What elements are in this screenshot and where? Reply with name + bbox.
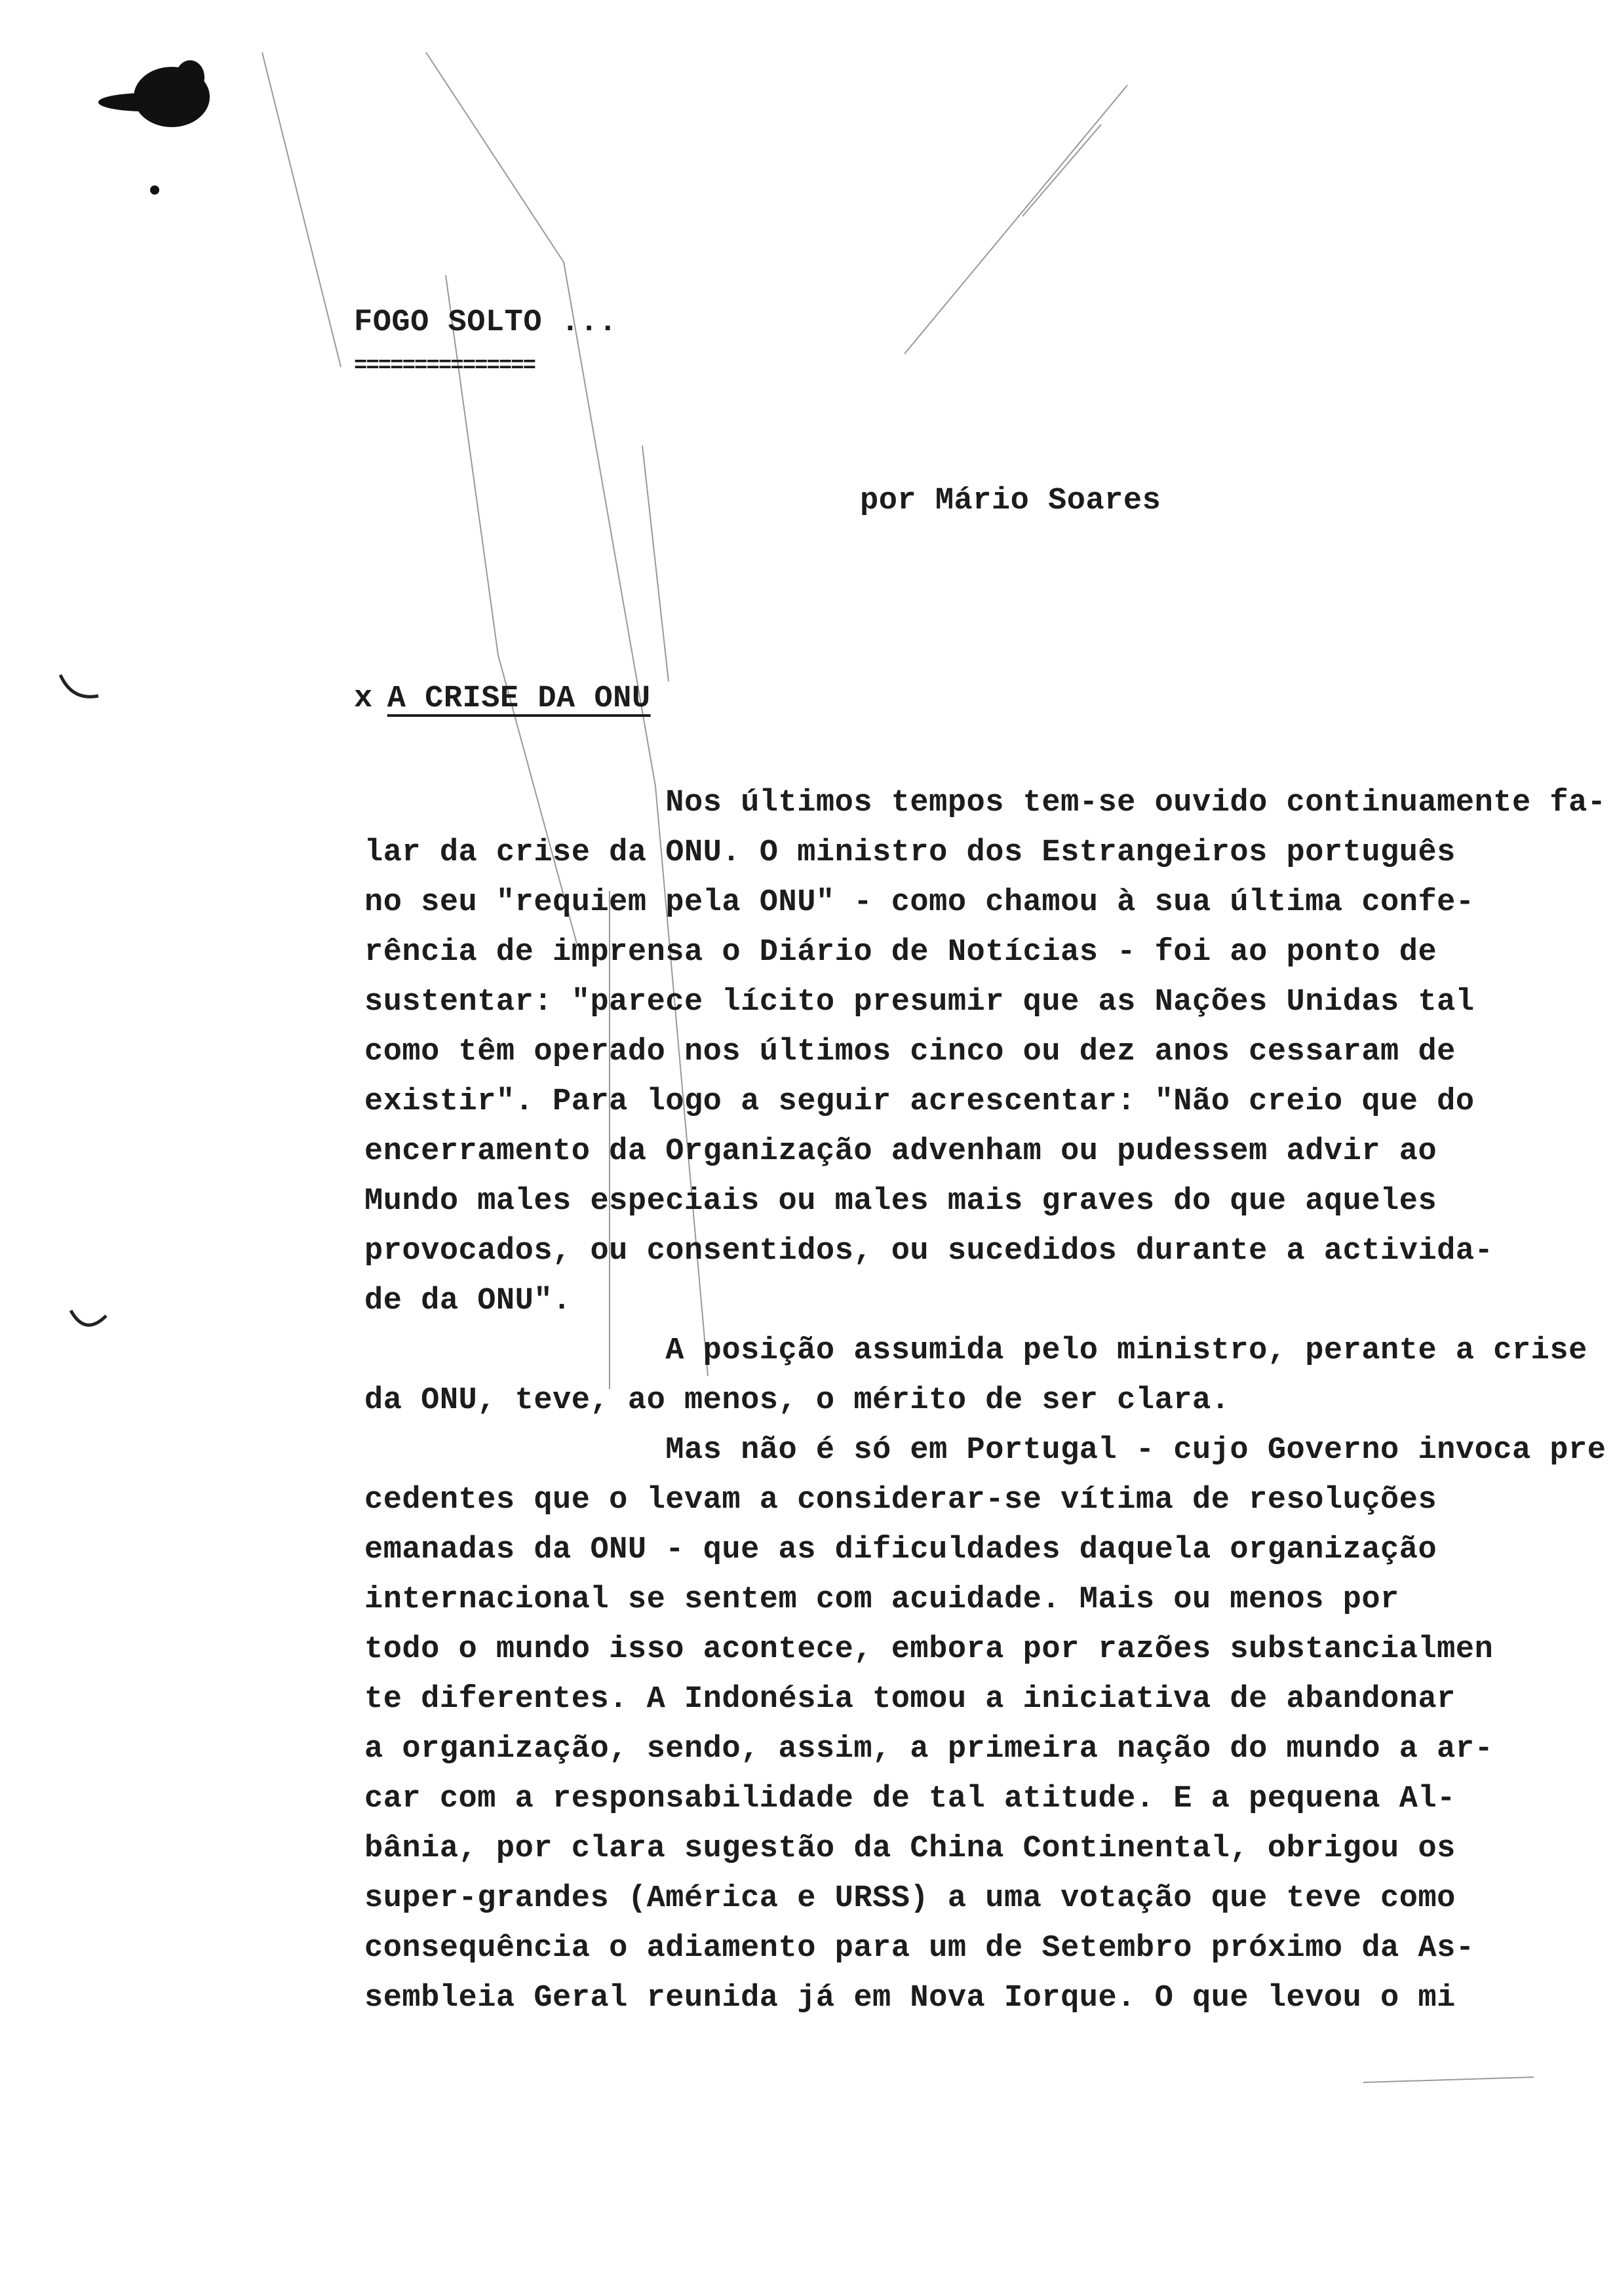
section-marker: x [354,681,373,716]
text-line: de da ONU". [364,1284,572,1318]
text-line: existir". Para logo a seguir acrescentar: "Não creio que do [364,1084,1475,1119]
byline: por Mário Soares [860,484,1161,518]
text-line: provocados, ou consentidos, ou sucedidos durante a activida- [364,1234,1494,1269]
text-line: todo o mundo isso acontece, embora por razões substancialmen [364,1632,1494,1667]
text-line: internacional se sentem com acuidade. Mais ou menos por [364,1582,1399,1617]
text-line: no seu "requiem pela ONU" - como chamou à sua última confe- [364,885,1475,920]
text-line: A posição assumida pelo ministro, perante a crise [364,1333,1587,1368]
text-line: te diferentes. A Indonésia tomou a iniciativa de abandonar [364,1682,1456,1717]
text-line: sembleia Geral reunida já em Nova Iorque. O que levou o mi [364,1981,1456,2016]
text-line: encerramento da Organização advenham ou pudessem advir ao [364,1134,1437,1169]
text-line: super-grandes (América e URSS) a uma votação que teve como [364,1881,1456,1916]
text-line: emanadas da ONU - que as dificuldades daquela organização [364,1533,1437,1567]
text-line: Mundo males especiais ou males mais graves do que aqueles [364,1184,1437,1219]
text-line: sustentar: "parece lícito presumir que as Nações Unidas tal [364,985,1475,1020]
text-line: a organização, sendo, assim, a primeira nação do mundo a ar- [364,1732,1494,1767]
text-line: Nos últimos tempos tem-se ouvido continuamente fa- [364,786,1606,820]
heading-rule: =============== [354,354,535,379]
text-line: Mas não é só em Portugal - cujo Governo invoca pre [364,1433,1606,1468]
section-heading [354,681,651,716]
text-line: car com a responsabilidade de tal atitude. E a pequena Al- [364,1782,1456,1816]
section-title: A CRISE DA ONU [387,681,651,716]
text-line: como têm operado nos últimos cinco ou dez anos cessaram de [364,1035,1456,1069]
text-line: bânia, por clara sugestão da China Continental, obrigou os [364,1831,1456,1866]
body-text [364,778,1606,2023]
article-heading: FOGO SOLTO ... [354,305,617,340]
text-line: consequência o adiamento para um de Setembro próximo da As- [364,1931,1475,1966]
text-line: rência de imprensa o Diário de Notícias - foi ao ponto de [364,935,1437,970]
text-line: cedentes que o levam a considerar-se vítima de resoluções [364,1483,1437,1518]
text-line: da ONU, teve, ao menos, o mérito de ser clara. [364,1383,1230,1418]
text-line: lar da crise da ONU. O ministro dos Estrangeiros português [364,835,1456,870]
